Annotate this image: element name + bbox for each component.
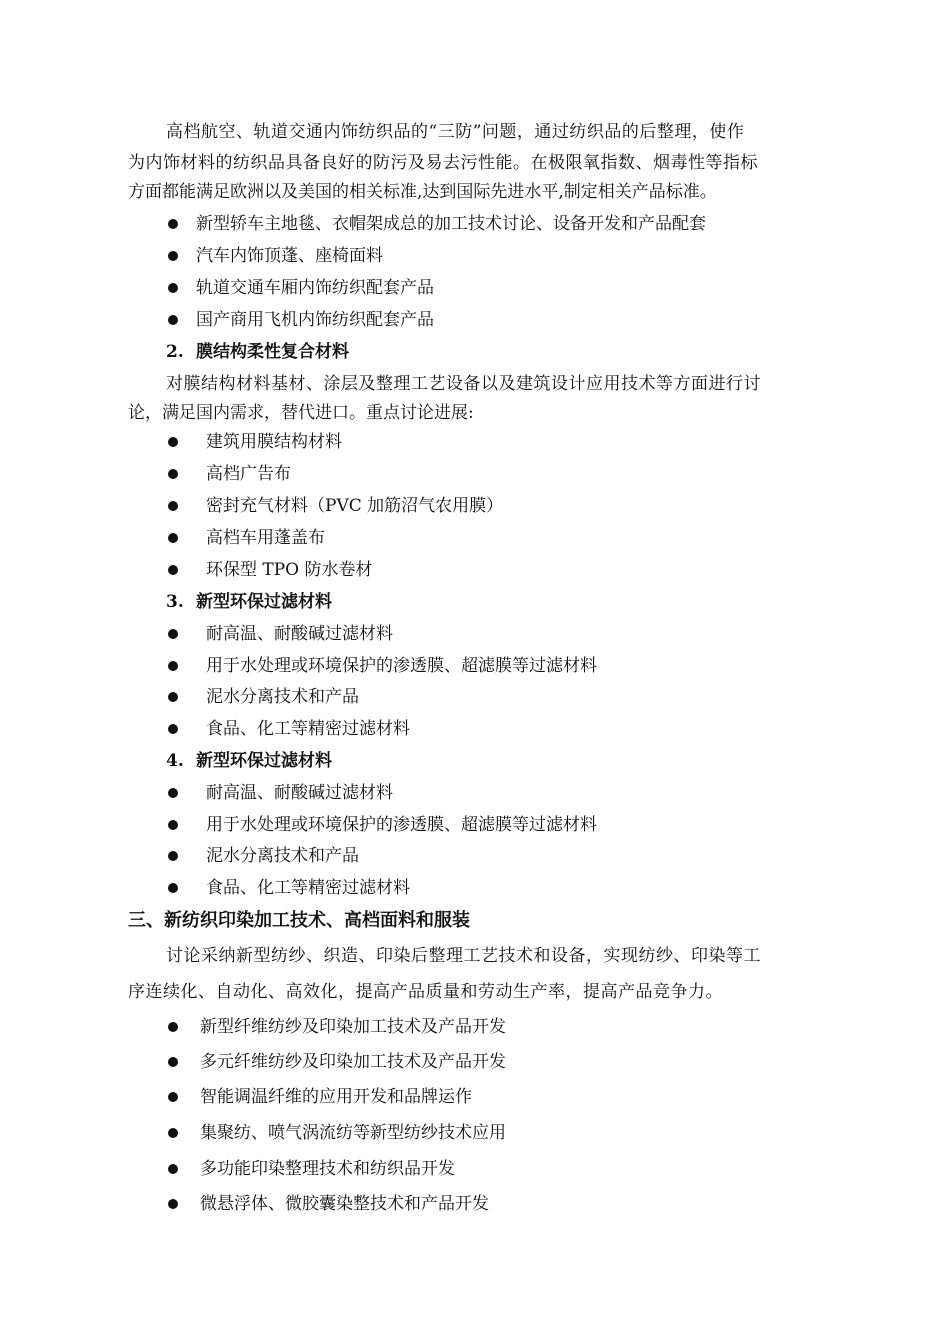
bullet-icon	[168, 883, 178, 893]
bullet-icon	[168, 1057, 178, 1067]
bullet-icon	[168, 1022, 178, 1032]
list-item: 汽车内饰顶蓬、座椅面料	[196, 246, 383, 266]
para-2-line-1: 对膜结构材料基材、涂层及整理工艺设备以及建筑设计应用技术等方面进行讨	[166, 374, 761, 394]
list-item: 集聚纺、喷气涡流纺等新型纺纱技术应用	[200, 1123, 506, 1143]
list-item: 食品、化工等精密过滤材料	[206, 878, 410, 898]
list-item: 环保型 TPO 防水卷材	[206, 560, 373, 580]
list-item: 用于水处理或环境保护的渗透膜、超滤膜等过滤材料	[206, 815, 597, 835]
subheading-number: 4.	[166, 751, 184, 771]
subheading-number: 3.	[166, 592, 184, 612]
subheading-3	[166, 592, 332, 612]
list-item: 国产商用飞机内饰纺织配套产品	[196, 310, 434, 330]
bullet-icon	[168, 1199, 178, 1209]
list-item: 耐高温、耐酸碱过滤材料	[206, 624, 393, 644]
bullet-icon	[168, 315, 178, 325]
list-item: 建筑用膜结构材料	[206, 432, 342, 452]
intro-line-3: 方面都能满足欧洲以及美国的相关标准,达到国际先进水平,制定相关产品标准。	[128, 182, 717, 202]
bullet-icon	[168, 533, 178, 543]
para-3-line-2: 序连续化、自动化、高效化，提高产品质量和劳动生产率，提高产品竞争力。	[128, 982, 723, 1002]
list-item: 泥水分离技术和产品	[206, 846, 359, 866]
bullet-icon	[168, 820, 178, 830]
list-item: 智能调温纤维的应用开发和品牌运作	[200, 1087, 472, 1107]
intro-line-1: 高档航空、轨道交通内饰纺织品的“三防”问题，通过纺织品的后整理，使作	[166, 122, 745, 142]
bullet-icon	[168, 692, 178, 702]
bullet-icon	[168, 1164, 178, 1174]
intro-line-2: 为内饰材料的纺织品具备良好的防污及易去污性能。在极限氧指数、烟毒性等指标	[128, 153, 758, 173]
subheading-title: 新型环保过滤材料	[196, 751, 332, 771]
list-item: 新型轿车主地毯、衣帽架成总的加工技术讨论、设备开发和产品配套	[196, 214, 706, 234]
bullet-icon	[168, 219, 178, 229]
list-item: 微悬浮体、微胶囊染整技术和产品开发	[200, 1194, 489, 1214]
list-item: 泥水分离技术和产品	[206, 687, 359, 707]
section-heading-3: 三、新纺织印染加工技术、高档面料和服装	[128, 910, 470, 931]
bullet-icon	[168, 437, 178, 447]
para-2-line-2: 论，满足国内需求，替代进口。重点讨论进展:	[128, 403, 474, 423]
list-item: 多功能印染整理技术和纺织品开发	[200, 1159, 455, 1179]
para-3-line-1: 讨论采纳新型纺纱、织造、印染后整理工艺技术和设备，实现纺纱、印染等工	[166, 946, 761, 966]
bullet-icon	[168, 469, 178, 479]
list-item: 食品、化工等精密过滤材料	[206, 719, 410, 739]
list-item: 耐高温、耐酸碱过滤材料	[206, 783, 393, 803]
subheading-title: 膜结构柔性复合材料	[196, 342, 349, 362]
list-item: 用于水处理或环境保护的渗透膜、超滤膜等过滤材料	[206, 656, 597, 676]
bullet-icon	[168, 501, 178, 511]
bullet-icon	[168, 661, 178, 671]
bullet-icon	[168, 1128, 178, 1138]
bullet-icon	[168, 565, 178, 575]
bullet-icon	[168, 251, 178, 261]
list-item: 密封充气材料（PVC 加筋沼气农用膜）	[206, 496, 504, 516]
subheading-number: 2.	[166, 342, 184, 362]
bullet-icon	[168, 1092, 178, 1102]
list-item: 新型纤维纺纱及印染加工技术及产品开发	[200, 1017, 506, 1037]
list-item: 轨道交通车厢内饰纺织配套产品	[196, 278, 434, 298]
subheading-title: 新型环保过滤材料	[196, 592, 332, 612]
bullet-icon	[168, 851, 178, 861]
list-item: 高档广告布	[206, 464, 291, 484]
subheading-4	[166, 751, 332, 771]
bullet-icon	[168, 724, 178, 734]
bullet-icon	[168, 788, 178, 798]
bullet-icon	[168, 283, 178, 293]
subheading-2	[166, 342, 349, 362]
bullet-icon	[168, 629, 178, 639]
list-item: 高档车用蓬盖布	[206, 528, 325, 548]
list-item: 多元纤维纺纱及印染加工技术及产品开发	[200, 1052, 506, 1072]
